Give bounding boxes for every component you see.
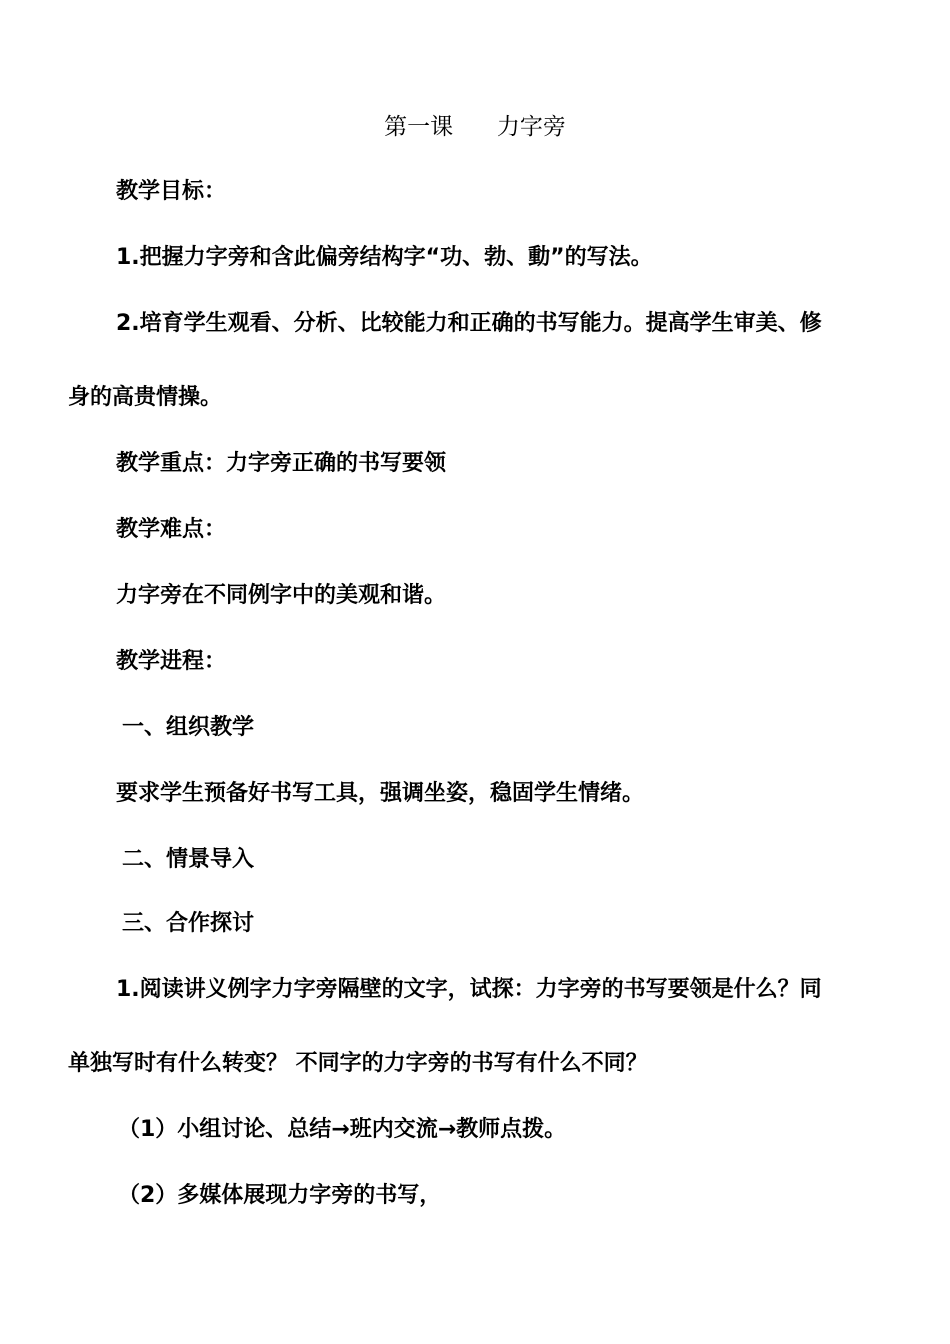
lesson-title: 第一课 力字旁 — [384, 114, 566, 140]
section-2-heading: 二、情景导入 — [122, 847, 255, 872]
teaching-goals-heading: 教学目标： — [116, 179, 227, 204]
sub-item-2: （2）多媒体展现力字旁的书写， — [118, 1183, 442, 1208]
goal-2: 2.培育学生观看、分析、比较能力和正确的书写能力。提高学生审美、修 — [116, 311, 822, 336]
sub-item-1: （1）小组讨论、总结→班内交流→教师点拨。 — [118, 1117, 567, 1142]
teaching-difficulty: 力字旁在不同例字中的美观和谐。 — [116, 583, 447, 608]
teaching-focus: 教学重点：力字旁正确的书写要领 — [116, 451, 447, 476]
teaching-difficulty-heading: 教学难点： — [116, 517, 227, 542]
section-3-heading: 三、合作探讨 — [122, 911, 255, 936]
goal-1: 1.把握力字旁和含此偏旁结构字“功、勃、動”的写法。 — [116, 245, 653, 270]
goal-2-continued: 身的高贵情操。 — [68, 385, 223, 410]
section-1-text: 要求学生预备好书写工具，强调坐姿，稳固学生情绪。 — [116, 781, 645, 806]
section-1-heading: 一、组织教学 — [122, 715, 255, 740]
teaching-process-heading: 教学进程： — [116, 649, 227, 674]
section-3-item-1-continued: 单独写时有什么转变？ 不同字的力字旁的书写有什么不同？ — [68, 1051, 648, 1076]
section-3-item-1: 1.阅读讲义例字力字旁隔壁的文字，试探：力字旁的书写要领是什么？同 — [116, 977, 822, 1002]
